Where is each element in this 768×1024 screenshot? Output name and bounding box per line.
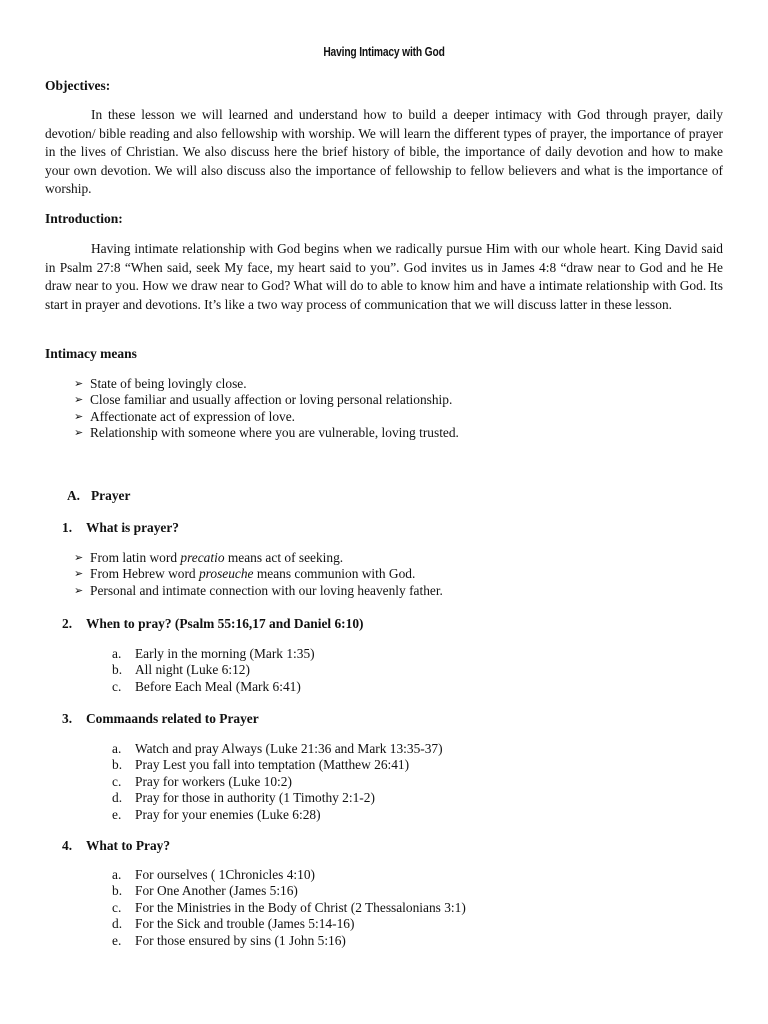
list-item: d. Pray for those in authority (1 Timothy 2:1-2) <box>112 790 375 806</box>
list-item: ➢ From Hebrew word proseuche means communion with God. <box>74 566 416 582</box>
commands-list <box>112 741 443 823</box>
subsection-when-to-pray: 2. When to pray? (Psalm 55:16,17 and Daniel 6:10) <box>62 616 364 631</box>
list-item: a. For ourselves ( 1Chronicles 4:10) <box>112 867 316 882</box>
list-item: ➢ Close familiar and usually affection or loving personal relationship. <box>74 392 453 408</box>
introduction-paragraph: Having intimate relationship with God begins when we radically pursue Him with our whole heart. King David said in Psalm 27:8 “When said, seek My face, my heart said to you”. God invites us in James 4:8 “draw near to God and he He draw near to you. How we draw near to God? What will do to able to know him and have a intimate relationship with God. Its start in prayer and devotions. It’s like a two way process of communication that we will discuss latter in these lesson. <box>45 241 723 312</box>
when-to-pray-list <box>112 646 315 695</box>
list-item: e. Pray for your enemies (Luke 6:28) <box>112 806 321 822</box>
arrow-bullet-icon: ➢ <box>74 551 84 564</box>
what-is-prayer-list <box>74 550 443 599</box>
introduction-heading: Introduction: <box>45 211 123 226</box>
list-item: e. For those ensured by sins (1 John 5:16) <box>112 932 346 948</box>
arrow-bullet-icon: ➢ <box>74 377 84 390</box>
intimacy-list <box>74 376 459 442</box>
subsection-what-to-pray: 4. What to Pray? <box>62 838 171 853</box>
objectives-heading: Objectives: <box>45 78 111 93</box>
page-title: Having Intimacy with God <box>323 45 445 59</box>
list-item: b. All night (Luke 6:12) <box>112 662 250 678</box>
list-item: c. For the Ministries in the Body of Christ (2 Thessalonians 3:1) <box>112 899 466 915</box>
list-item: ➢ Relationship with someone where you are vulnerable, loving trusted. <box>74 425 459 441</box>
intimacy-heading: Intimacy means <box>45 346 137 361</box>
list-item: ➢ Affectionate act of expression of love. <box>74 408 295 424</box>
objectives-paragraph: In these lesson we will learned and understand how to build a deeper intimacy with God through prayer, daily devotion/ bible reading and also fellowship with worship. We will learn the different types of prayer, the importance of prayer in the lives of Christian. We also discuss here the brief history of bible, the importance of daily devotion and how to make your own devotion. We will also discuss also the importance of fellowship to fellow believers and what is the importance of worship. <box>45 107 723 197</box>
what-to-pray-list <box>112 867 466 949</box>
list-item: a. Watch and pray Always (Luke 21:36 and Mark 13:35-37) <box>112 741 443 756</box>
arrow-bullet-icon: ➢ <box>74 583 84 597</box>
arrow-bullet-icon: ➢ <box>74 409 84 423</box>
arrow-bullet-icon: ➢ <box>74 393 84 407</box>
subsection-what-is-prayer: 1. What is prayer? <box>62 520 179 535</box>
list-item: b. For One Another (James 5:16) <box>112 883 298 899</box>
list-item: b. Pray Lest you fall into temptation (Matthew 26:41) <box>112 757 410 773</box>
list-item: ➢ State of being lovingly close. <box>74 376 247 391</box>
section-prayer-heading: A. Prayer <box>67 488 131 503</box>
list-item: ➢ Personal and intimate connection with our loving heavenly father. <box>74 582 443 598</box>
list-item: c. Pray for workers (Luke 10:2) <box>112 773 292 789</box>
arrow-bullet-icon: ➢ <box>74 567 84 581</box>
list-item: a. Early in the morning (Mark 1:35) <box>112 646 315 661</box>
list-item: c. Before Each Meal (Mark 6:41) <box>112 678 301 694</box>
list-item: ➢ From latin word precatio means act of seeking. <box>74 550 344 565</box>
subsection-commands: 3. Commaands related to Prayer <box>62 711 259 726</box>
list-item: d. For the Sick and trouble (James 5:14-16) <box>112 916 355 932</box>
arrow-bullet-icon: ➢ <box>74 426 84 440</box>
